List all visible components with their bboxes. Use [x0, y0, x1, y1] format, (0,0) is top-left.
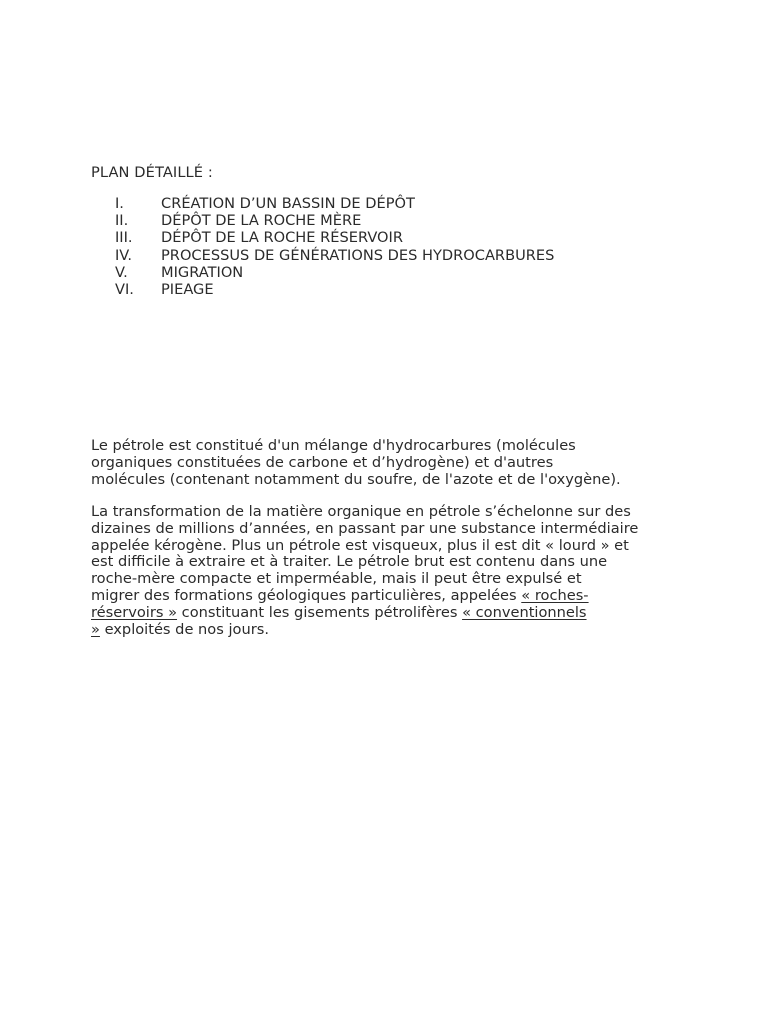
paragraph-line: roche-mère compacte et imperméable, mais il peut être expulsé et	[91, 570, 582, 588]
link-roches-reservoirs[interactable]: « roches-	[521, 586, 589, 604]
plan-item-number: IV.	[115, 246, 133, 264]
paragraph-line: dizaines de millions d’années, en passant par une substance intermédiaire	[91, 519, 639, 537]
plan-item	[91, 212, 554, 229]
plan-item-label: PROCESSUS DE GÉNÉRATIONS DES HYDROCARBURES	[161, 246, 555, 264]
plan-item-number: II.	[115, 212, 129, 230]
paragraph-transformation	[91, 504, 691, 638]
plan-item-label: DÉPÔT DE LA ROCHE RÉSERVOIR	[161, 229, 403, 247]
paragraph-line: migrer des formations géologiques particulières, appelées	[91, 586, 522, 604]
plan-item-number: V.	[115, 263, 128, 281]
plan-item-label: CRÉATION D’UN BASSIN DE DÉPÔT	[161, 195, 415, 212]
paragraph-line: La transformation de la matière organique en pétrole s’échelonne sur des	[91, 503, 631, 520]
plan-item	[91, 247, 554, 264]
paragraph-composition	[91, 438, 691, 488]
paragraph-line: exploités de nos jours.	[99, 620, 269, 638]
paragraph-line: appelée kérogène. Plus un pétrole est visqueux, plus il est dit « lourd » et	[91, 536, 629, 554]
link-conventionnels-cont[interactable]: »	[91, 620, 100, 638]
paragraph-line: Le pétrole est constitué d'un mélange d'hydrocarbures (molécules	[91, 437, 576, 454]
plan-item-label: DÉPÔT DE LA ROCHE MÈRE	[161, 212, 362, 230]
plan-item	[91, 281, 554, 298]
plan-item	[91, 264, 554, 281]
plan-item-label: PIEAGE	[161, 280, 214, 298]
paragraph-line: constituant les gisements pétrolifères	[177, 603, 463, 621]
link-roches-reservoirs-cont[interactable]: réservoirs »	[91, 603, 178, 621]
paragraph-line: molécules (contenant notamment du soufre, de l'azote et de l'oxygène).	[91, 470, 621, 488]
plan-item-number: I.	[115, 195, 124, 212]
plan-title: PLAN DÉTAILLÉ :	[91, 164, 213, 181]
plan-item-number: VI.	[115, 280, 134, 298]
plan-item-label: MIGRATION	[161, 263, 244, 281]
paragraph-line: est difficile à extraire et à traiter. Le pétrole brut est contenu dans une	[91, 553, 608, 571]
plan-list	[91, 195, 554, 298]
plan-item	[91, 195, 554, 212]
plan-item	[91, 229, 554, 246]
plan-item-number: III.	[115, 229, 133, 247]
paragraph-line: organiques constituées de carbone et d’hydrogène) et d'autres	[91, 453, 554, 471]
link-conventionnels[interactable]: « conventionnels	[462, 603, 587, 621]
